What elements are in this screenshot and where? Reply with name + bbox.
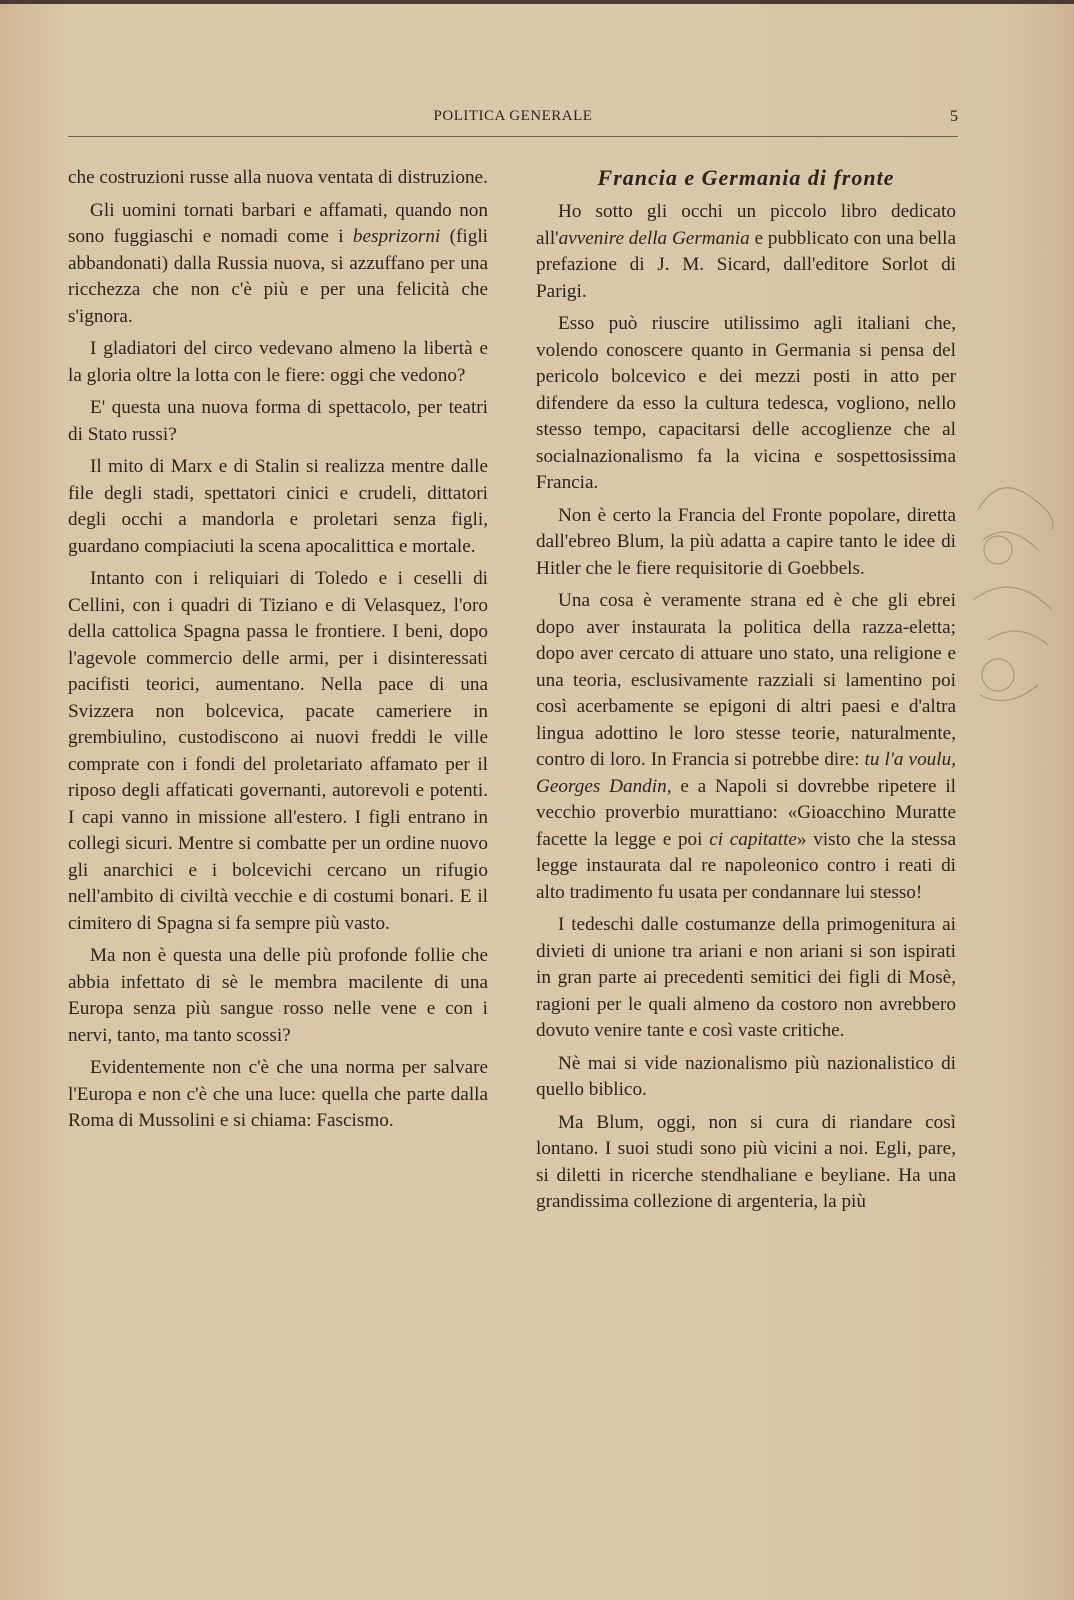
italic-quote: tu l'a voulu, Georges Dandin, bbox=[536, 749, 956, 797]
paragraph: Esso può riuscire utilissimo agli italiani che, volendo conoscere quanto in Germania si pensa del pericolo bolcevico e dei mezzi posti in atto per difendere da esso la cultura tedesca, vogliono, nello stesso tempo, capacitarsi delle accoglienze che al socialnazionalismo fa la vicina e sospettosissima Francia. bbox=[536, 313, 956, 493]
paragraph: Gli uomini tornati barbari e affamati, quando non sono fuggiaschi e nomadi come i besprizorni (figli abbandonati) dalla Russia nuova, si azzuffano per una ricchezza che non c'è più e per una felicità che s'ignora. bbox=[68, 199, 488, 327]
italic-term: avvenire della Germania bbox=[558, 227, 750, 249]
top-edge bbox=[0, 0, 1074, 4]
italic-term: besprizorni bbox=[352, 226, 441, 247]
right-column bbox=[536, 165, 956, 1222]
paragraph: E' questa una nuova forma di spettacolo, per teatri di Stato russi? bbox=[68, 397, 488, 445]
paragraph: Il mito di Marx e di Stalin si realizza mentre dalle file degli stadi, spettatori cinici e crudeli, dittatori degli occhi a mandorla e proletari senza figli, guardano compiaciuti la scena apocalittica e mortale. bbox=[68, 456, 488, 557]
left-column bbox=[68, 165, 488, 1141]
paragraph: Intanto con i reliquiari di Toledo e i ceselli di Cellini, con i quadri di Tiziano e di Velasquez, l'oro della cattolica Spagna passa le frontiere. I beni, dopo l'agevole commercio delle armi, per i disinteressati pacifisti teorici, aumentano. Nella pace di una Svizzera non bolcevica, pacate cameriere in grembiulino, custodiscono ai nuovi freddi le ville comprate con i fondi del proletariato affamato per il riposo degli affaticati governanti, autorevoli e potenti. I capi vanno in missione all'estero. I figli entrano in collegi sicuri. Mentre si combatte per un ordine nuovo gli anarchici e i bolcevichi cercano un rifugio nell'ambito di civiltà vecchie e di costumi bonari. E il cimitero di Spagna si fa sempre più vasto. bbox=[68, 568, 488, 934]
paragraph: Nè mai si vide nazionalismo più nazionalistico di quello biblico. bbox=[536, 1052, 956, 1100]
library-stamp-icon bbox=[968, 470, 1054, 720]
paragraph: che costruzioni russe alla nuova ventata di distruzione. bbox=[68, 167, 488, 188]
section-heading: Francia e Germania di fronte bbox=[597, 165, 895, 190]
paragraph: Ho sotto gli occhi un piccolo libro dedicato all'avvenire della Germania e pubblicato con una bella prefazione di J. M. Sicard, dall'editore Sorlot di Parigi. bbox=[536, 201, 956, 302]
paragraph: I tedeschi dalle costumanze della primogenitura ai divieti di unione tra ariani e non ariani si son ispirati in gran parte ai precedenti semitici dei figli di Mosè, ragioni per le quali almeno da costoro non avrebbero dovuto venire tante e così vaste critiche. bbox=[536, 914, 956, 1041]
paragraph: Ma non è questa una delle più profonde follie che abbia infettato di sè le membra macilente di una Europa senza più sangue rosso nelle vene e con i nervi, tanto, ma tanto scossi? bbox=[68, 945, 488, 1046]
paragraph: Una cosa è veramente strana ed è che gli ebrei dopo aver instaurata la politica della razza-eletta; dopo aver cercato di attuare uno stato, una religione e una teoria, esclusivamente razziali si lamentino poi così acerbamente se epigoni di altri paesi e d'altra lingua adottino le loro stesse teorie, naturalmente, contro di loro. In Francia si potrebbe dire: tu l'a voulu, Georges Dandin, e a Napoli si dovrebbe ripetere il vecchio proverbio murattiano: «Gioacchino Muratte facette la legge e poi ci capitatte» visto che la stessa legge instaurata dal re napoleonico contro i reati di alto tradimento fu usata per condannare lui stesso! bbox=[536, 590, 956, 903]
page-header bbox=[68, 106, 958, 137]
paragraph: Ma Blum, oggi, non si cura di riandare così lontano. I suoi studi sono più vicini a noi. Egli, pare, si diletti in ricerche stendhaliane e beyliane. Ha una grandissima collezione di argenteria, la più bbox=[536, 1111, 956, 1212]
paragraph: Evidentemente non c'è che una norma per salvare l'Europa e non c'è che una luce: quella che parte dalla Roma di Mussolini e si chiama: Fascismo. bbox=[68, 1057, 488, 1131]
paragraph: Non è certo la Francia del Fronte popolare, diretta dall'ebreo Blum, la più adatta a capire tanto le idee di Hitler che le fiere requisitorie di Goebbels. bbox=[536, 504, 956, 579]
running-title: POLITICA GENERALE bbox=[433, 108, 593, 124]
paragraph: I gladiatori del circo vedevano almeno la libertà e la gloria oltre la lotta con le fiere: oggi che vedono? bbox=[68, 338, 488, 386]
page-number: 5 bbox=[950, 108, 958, 125]
italic-quote: ci capitatte bbox=[709, 828, 797, 850]
